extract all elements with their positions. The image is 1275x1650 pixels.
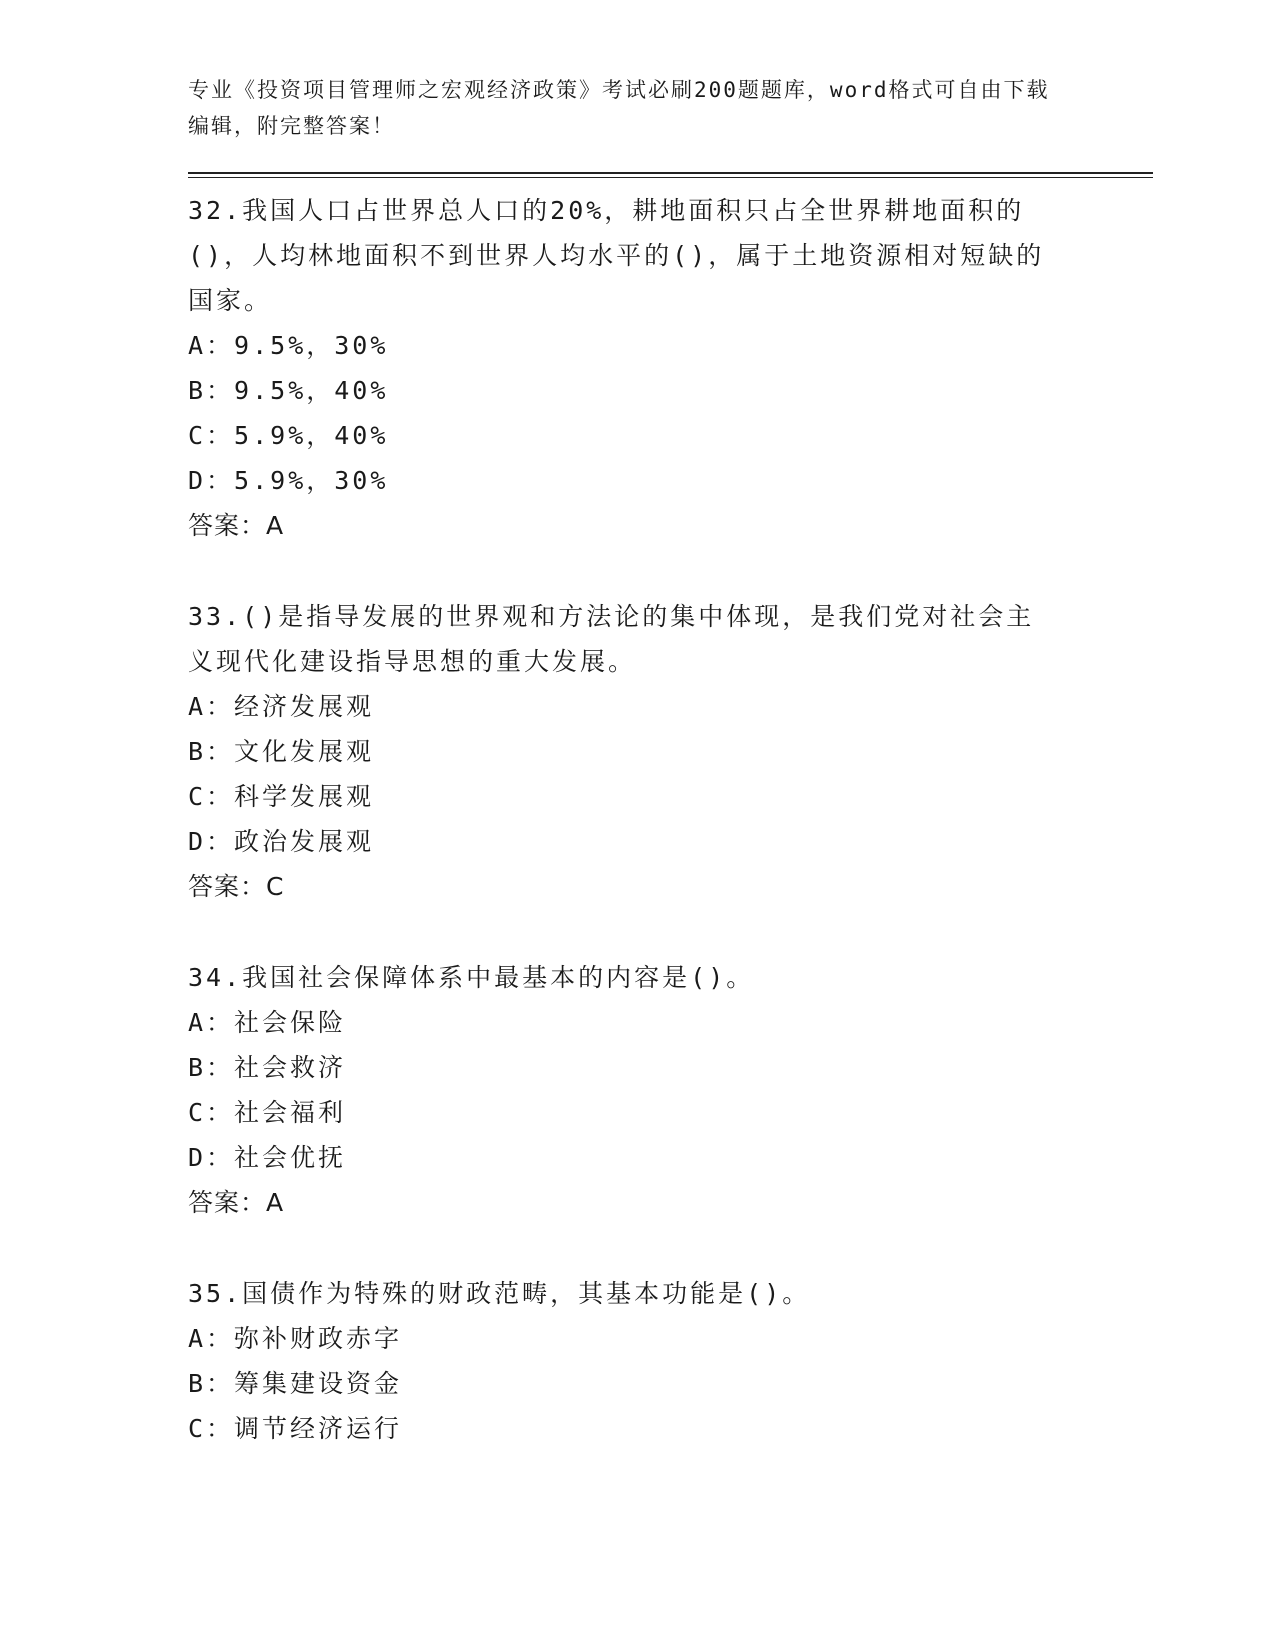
answer-line: 答案：A: [188, 511, 285, 540]
header-divider-bottom: [188, 177, 1153, 178]
question-list: [188, 188, 1148, 1451]
question-35: [188, 1271, 1148, 1451]
option-c: C：社会福利: [188, 1098, 347, 1127]
question-stem: 33.()是指导发展的世界观和方法论的集中体现，是我们党对社会主义现代化建设指导思想的重大发展。: [188, 602, 1035, 676]
question-stem: 32.我国人口占世界总人口的20%，耕地面积只占全世界耕地面积的()，人均林地面积不到世界人均水平的()，属于土地资源相对短缺的国家。: [188, 196, 1045, 315]
option-a: A：社会保险: [188, 1008, 347, 1037]
question-33: [188, 594, 1148, 909]
option-d: D：5.9%，30%: [188, 466, 389, 495]
option-c: C：科学发展观: [188, 782, 375, 811]
option-a: A：9.5%，30%: [188, 331, 389, 360]
option-c: C：5.9%，40%: [188, 421, 389, 450]
option-a: A：经济发展观: [188, 692, 375, 721]
answer-line: 答案：C: [188, 872, 285, 901]
option-d: D：政治发展观: [188, 827, 375, 856]
answer-line: 答案：A: [188, 1188, 285, 1217]
option-c: C：调节经济运行: [188, 1414, 403, 1443]
question-34: [188, 955, 1148, 1225]
question-stem: 35.国债作为特殊的财政范畴，其基本功能是()。: [188, 1279, 811, 1308]
question-32: [188, 188, 1148, 548]
option-b: B：文化发展观: [188, 737, 375, 766]
option-b: B：社会救济: [188, 1053, 347, 1082]
option-a: A：弥补财政赤字: [188, 1324, 403, 1353]
question-stem: 34.我国社会保障体系中最基本的内容是()。: [188, 963, 755, 992]
header-divider-top: [188, 172, 1153, 174]
option-b: B：筹集建设资金: [188, 1369, 403, 1398]
document-page: [188, 72, 1148, 1497]
option-d: D：社会优抚: [188, 1143, 347, 1172]
document-header: 专业《投资项目管理师之宏观经济政策》考试必刷200题题库，word格式可自由下载编辑，附完整答案！: [188, 78, 1050, 138]
option-b: B：9.5%，40%: [188, 376, 389, 405]
